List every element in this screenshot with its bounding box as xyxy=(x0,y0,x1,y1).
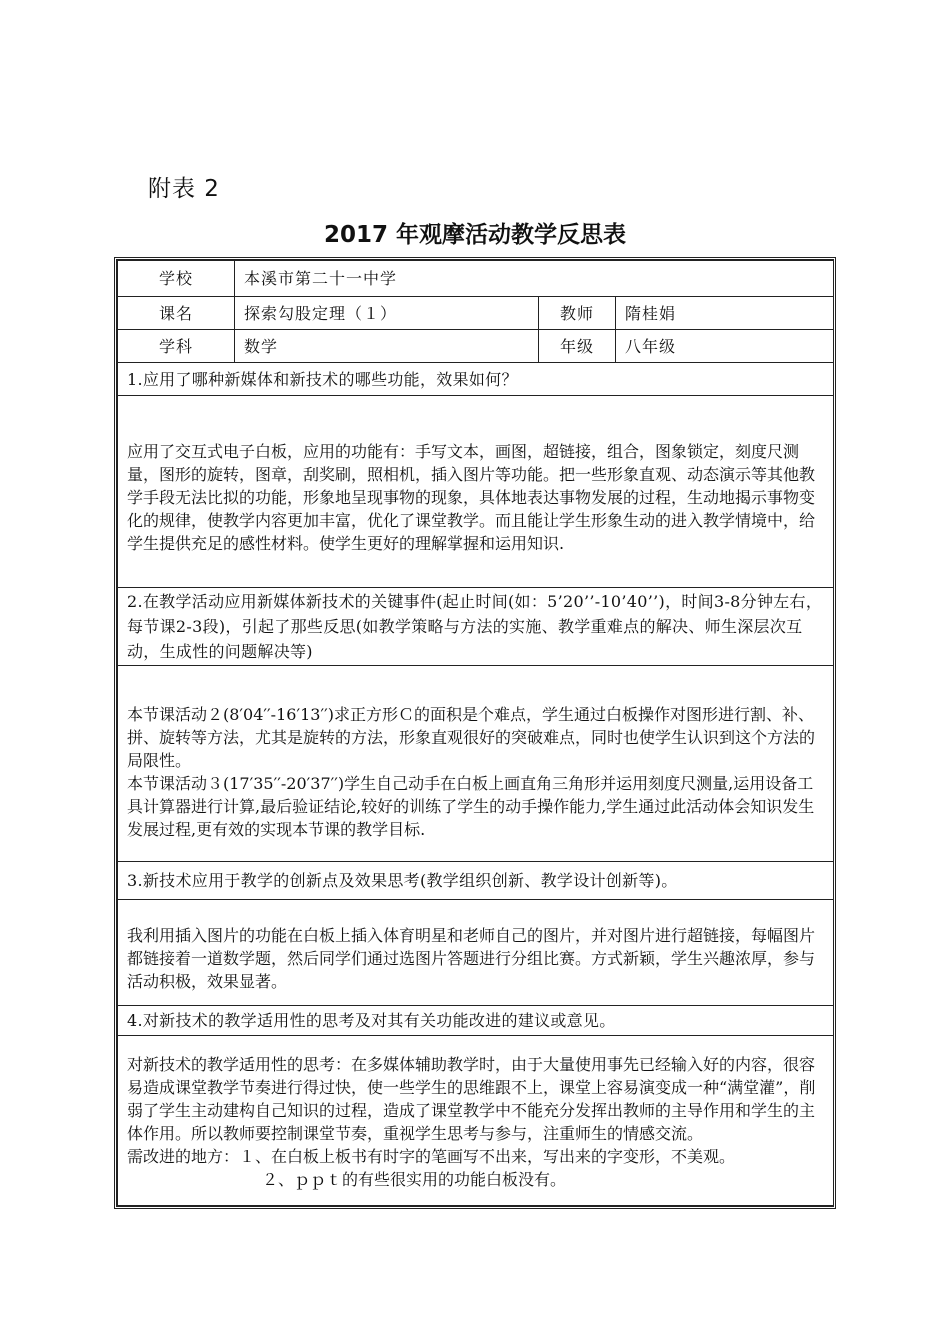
question-row-3 xyxy=(118,862,834,900)
school-value: 本溪市第二十一中学 xyxy=(235,261,834,297)
question-row-1 xyxy=(118,363,834,396)
question-row-4 xyxy=(118,1006,834,1036)
grade-label: 年级 xyxy=(539,330,616,363)
reflection-form xyxy=(117,260,834,1206)
question-2: 2.在教学活动应用新媒体新技术的关键事件(起止时间(如：5’20’’-10’40’’)，时间3-8分钟左右，每节课2-3段)，引起了那些反思(如教学策略与方法的实施、教学重难点的解决、师生深层次互动，生成性的问题解决等) xyxy=(118,588,834,666)
answer-2-paragraph-1: 本节课活动２(8′04′′-16′13′′)求正方形Ｃ的面积是个难点，学生通过白板操作对图形进行割、补、拼、旋转等方法，尤其是旋转的方法，形象直观很好的突破难点，同时也使学生认识到这个方法的局限性。 xyxy=(127,704,816,770)
answer-4-paragraph-2: 需改进的地方：１、在白板上板书有时字的笔画写不出来，写出来的字变形，不美观。 xyxy=(127,1146,736,1166)
answer-row-2 xyxy=(118,666,834,862)
grade-value: 八年级 xyxy=(616,330,834,363)
answer-1 xyxy=(118,396,834,588)
question-1: 1.应用了哪种新媒体和新技术的哪些功能，效果如何？ xyxy=(118,363,834,396)
answer-3-paragraph: 我利用插入图片的功能在白板上插入体育明星和老师自己的图片，并对图片进行超链接，每幅图片都链接着一道数学题，然后同学们通过选图片答题进行分组比赛。方式新颖，学生兴趣浓厚，参与活动积极，效果显著。 xyxy=(127,926,816,991)
answer-4-paragraph-3: ２、ｐｐｔ的有些很实用的功能白板没有。 xyxy=(262,1169,567,1189)
subject-value: 数学 xyxy=(235,330,539,363)
answer-row-4 xyxy=(118,1036,834,1206)
course-label: 课名 xyxy=(118,297,235,330)
answer-2-paragraph-2: 本节课活动３(17′35′′-20′37′′)学生自己动手在白板上画直角三角形并运用刻度尺测量,运用设备工具计算器进行计算,最后验证结论,较好的训练了学生的动手操作能力,学生通过此活动体会知识发生发展过程,更有效的实现本节课的教学目标. xyxy=(127,773,815,839)
answer-row-3 xyxy=(118,900,834,1006)
question-row-2 xyxy=(118,588,834,666)
attachment-label: 附表 2 xyxy=(148,176,220,202)
answer-row-1 xyxy=(118,396,834,588)
subject-row xyxy=(118,330,834,363)
school-label: 学校 xyxy=(118,261,235,297)
page-title: 2017 年观摩活动教学反思表 xyxy=(323,222,627,248)
answer-2 xyxy=(118,666,834,862)
teacher-label: 教师 xyxy=(539,297,616,330)
answer-3 xyxy=(118,900,834,1006)
course-value: 探索勾股定理（１） xyxy=(235,297,539,330)
teacher-value: 隋桂娟 xyxy=(616,297,834,330)
school-row xyxy=(118,261,834,297)
answer-4-paragraph-1: 对新技术的教学适用性的思考：在多媒体辅助教学时，由于大量使用事先已经输入好的内容，很容易造成课堂教学节奏进行得过快，使一些学生的思维跟不上，课堂上容易演变成一种“满堂灌”，削弱了学生主动建构自己知识的过程，造成了课堂教学中不能充分发挥出教师的主导作用和学生的主体作用。所以教师要控制课堂节奏，重视学生思考与参与，注重师生的情感交流。 xyxy=(127,1054,816,1143)
question-4: 4.对新技术的教学适用性的思考及对其有关功能改进的建议或意见。 xyxy=(118,1006,834,1036)
question-3: 3.新技术应用于教学的创新点及效果思考(教学组织创新、教学设计创新等)。 xyxy=(118,862,834,900)
answer-1-paragraph: 应用了交互式电子白板，应用的功能有：手写文本，画图，超链接，组合，图象锁定，刻度尺测量，图形的旋转，图章，刮奖刷，照相机，插入图片等功能。把一些形象直观、动态演示等其他教学手段无法比拟的功能，形象地呈现事物的现象，具体地表达事物发展的过程，生动地揭示事物变化的规律，使教学内容更加丰富，优化了课堂教学。而且能让学生形象生动的进入教学情境中，给学生提供充足的感性材料。使学生更好的理解掌握和运用知识. xyxy=(127,442,816,553)
course-row xyxy=(118,297,834,330)
answer-4 xyxy=(118,1036,834,1206)
subject-label: 学科 xyxy=(118,330,235,363)
